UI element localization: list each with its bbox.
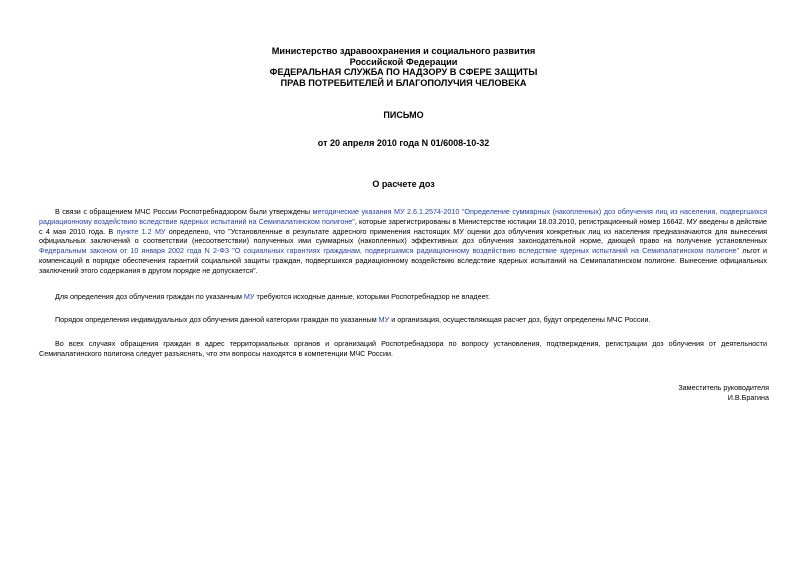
ministry-name: Министерство здравоохранения и социального развития xyxy=(271,46,536,56)
country-name: Российской Федерации xyxy=(349,56,458,67)
paragraph-text: льгот и компенсаций в порядке обеспечения гарантий социальной защиты граждан, подвергшихся радиационному воздействию вследствие ядерных испытаний на Семипалатинском полигоне. Вынесение официальных заключений этого содержания в другом порядке не допускается". xyxy=(39,246,767,275)
paragraph-4 xyxy=(39,339,767,359)
link-mu-item-1-2[interactable]: пункте 1.2 МУ xyxy=(116,226,166,236)
paragraph-2 xyxy=(39,292,767,302)
signer-position: Заместитель руководителя xyxy=(678,383,769,392)
paragraph-text: В связи с обращением МЧС России Роспотребнадзором были утверждены xyxy=(55,207,313,216)
paragraph-1 xyxy=(39,207,767,276)
document-type: ПИСЬМО xyxy=(383,110,424,120)
service-name-line1: ФЕДЕРАЛЬНАЯ СЛУЖБА ПО НАДЗОРУ В СФЕРЕ ЗАЩИТЫ xyxy=(269,67,538,77)
document-title: О расчете доз xyxy=(372,179,435,189)
document-header xyxy=(150,46,657,88)
paragraph-text: и организация, осуществляющая расчет доз, будут определены МЧС России. xyxy=(389,315,651,325)
signer-name: И.В.Брагина xyxy=(727,392,769,402)
paragraph-text: Во всех случаях обращения граждан в адрес территориальных органов и организаций Роспотребнадзора по вопросу установления, подтверждения, регистрации доз облучения от деятельности Семипалатинского полигона следует разъяснять, что эти вопросы находятся в компетенции МЧС России. xyxy=(39,339,767,358)
signature-block xyxy=(678,383,769,403)
link-federal-law-2-fz[interactable]: Федеральным законом от 10 января 2002 года N 2-ФЗ "О социальных гарантиях гражданам, подвергшимся радиационному воздействию вследствие ядерных испытаний на Семипалатинском полигоне" xyxy=(39,246,740,256)
paragraph-text: требуются исходные данные, которыми Роспотребнадзор не владеет. xyxy=(254,291,490,301)
paragraph-text: Для определения доз облучения граждан по указанным xyxy=(55,291,244,301)
paragraph-text: , которые зарегистрированы в Министерстве юстиции 18.03.2010, регистрационный номер 16642. МУ введены в действие с 4 мая 2010 года. В xyxy=(39,216,767,236)
link-mu[interactable]: МУ xyxy=(243,291,255,301)
service-name-line2: ПРАВ ПОТРЕБИТЕЛЕЙ И БЛАГОПОЛУЧИЯ ЧЕЛОВЕКА xyxy=(280,77,527,88)
paragraph-text: Порядок определения индивидуальных доз облучения данной категории граждан по указанным xyxy=(55,315,379,325)
link-mu[interactable]: МУ xyxy=(378,315,390,325)
paragraph-3 xyxy=(39,315,767,325)
link-mu-2574[interactable]: методические указания МУ 2.6.1.2574-2010 "Определение суммарных (накопленных) доз облучения лиц из населения, подвергшихся радиационному воздействию вследствие ядерных испытаний на Семипалатинском полигоне" xyxy=(39,207,767,226)
paragraph-text: определено, что "Установленные в результате адресного применения настоящих МУ оценки доз облучения конкретных лиц из населения предназначаются для вынесения официальных заключений о соответствии (несоответствии) полученных ими суммарных (накопленных) эффективных доз облучения законодательной норме, дающей право на получение установленных xyxy=(39,226,767,246)
document-body xyxy=(39,207,767,373)
document-date-number: от 20 апреля 2010 года N 01/6008-10-32 xyxy=(317,138,490,148)
